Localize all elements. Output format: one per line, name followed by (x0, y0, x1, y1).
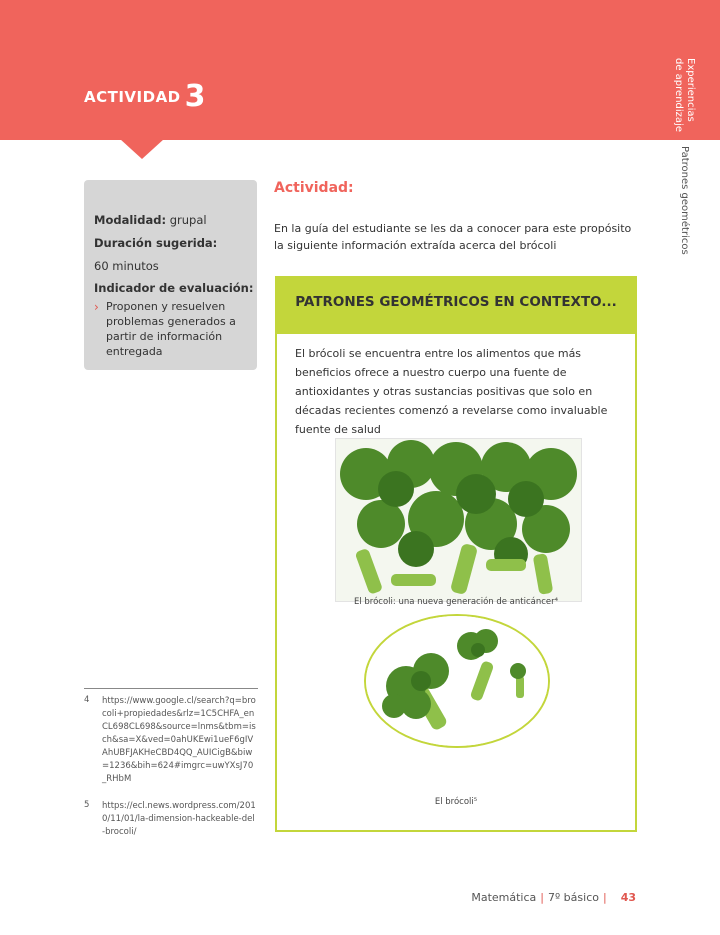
broccoli-pile-photo (335, 438, 582, 602)
activity-number: 3 (184, 79, 207, 114)
footer-subject: Matemática (471, 891, 537, 904)
indicador-label: Indicador de evaluación: (94, 281, 254, 295)
intro-text: En la guía del estudiante se les da a conocer para este propósito la siguiente información extraída acerca del brócoli (274, 222, 632, 252)
modalidad-row (94, 213, 207, 227)
footnote-number: 5 (84, 800, 90, 810)
footnote-number: 4 (84, 695, 90, 705)
footer-separator: | (540, 891, 544, 904)
indicador-item: Proponen y resuelven problemas generados a partir de información entregada (106, 300, 236, 358)
info-box (84, 180, 257, 370)
activity-title (84, 75, 207, 114)
modalidad-label: Modalidad: (94, 213, 167, 227)
section-title: Actividad: (274, 180, 354, 196)
footnote-divider (84, 688, 258, 689)
duracion-value: 60 minutos (94, 259, 159, 273)
footer-grade: 7º básico (548, 891, 599, 904)
caption-1: El brócoli: una nueva generación de anticáncer⁴ (353, 597, 559, 607)
side-tab-section: Patrones geométricos (679, 146, 690, 255)
caption-2: El brócoli⁵ (434, 797, 478, 807)
context-box (275, 276, 637, 832)
page-footer (471, 891, 636, 904)
header-notch (120, 139, 164, 159)
context-box-title: PATRONES GEOMÉTRICOS EN CONTEXTO... (295, 294, 617, 310)
side-tab-line2: de aprendizaje (673, 58, 684, 132)
context-box-text: El brócoli se encuentra entre los alimentos que más beneficios ofrece a nuestro cuerpo una fuente de antioxidantes y otras sustancias positivas que solo en décadas recientes comenzó a revelarse como invaluable fuente de salud (295, 347, 608, 436)
footnote-url: https://www.google.cl/search?q=brocoli+propiedades&rlz=1C5CHFA_enCL698CL698&source=lnms&tbm=isch&sa=X&ved=0ahUKEwi1ueF6gIVAhUBFJAKHeCBD4QQ_AUICigB&biw=1236&bih=624#imgrc=uwYXsJ70_RHbM (102, 696, 256, 784)
footnote-url: https://ecl.news.wordpress.com/2010/11/01/la-dimension-hackeable-del-brocoli/ (102, 801, 256, 837)
broccoli-floret-photo (364, 614, 550, 748)
activity-word: ACTIVIDAD (84, 88, 181, 106)
context-box-header (277, 278, 635, 334)
side-tab (672, 58, 696, 132)
modalidad-value: grupal (169, 213, 207, 227)
footer-separator: | (602, 891, 607, 904)
header-band (0, 0, 720, 140)
side-tab-line1: Experiencias (685, 58, 696, 122)
duracion-label: Duración sugerida: (94, 236, 218, 250)
page-number: 43 (620, 891, 636, 904)
bullet-icon: › (94, 300, 99, 314)
